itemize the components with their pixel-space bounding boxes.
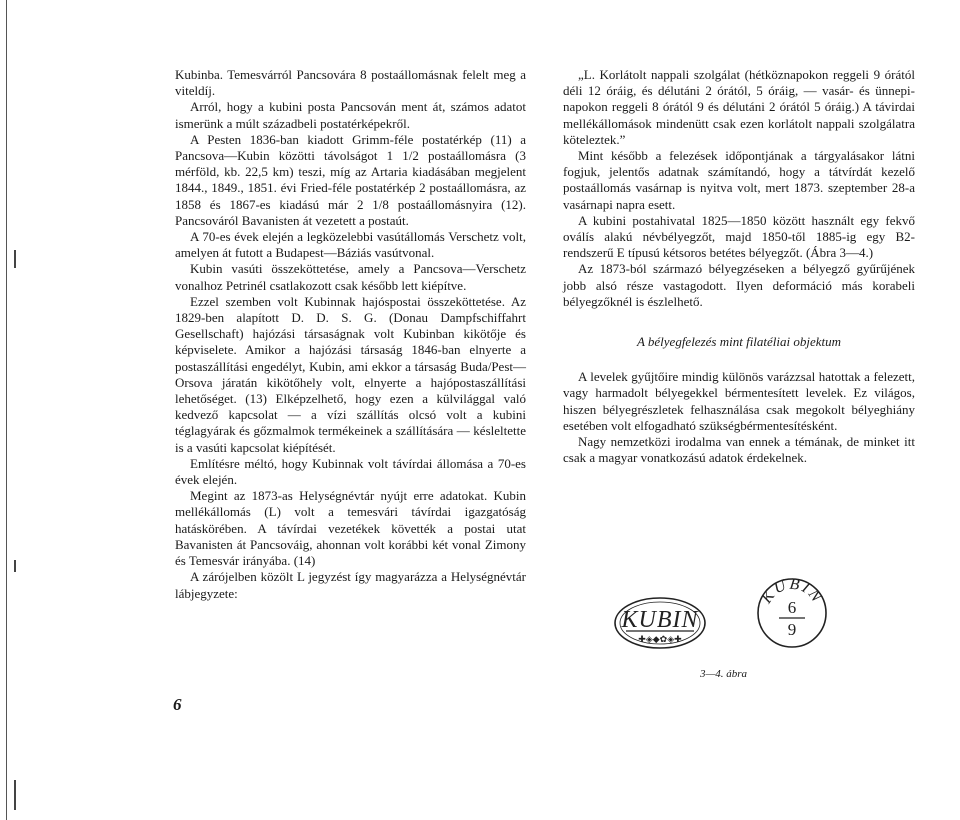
paragraph: Megint az 1873-as Helységnévtár nyújt erre adatokat. Kubin mellékállomás (L) volt a temesvári távírdai igazgatóság hatáskörében. A távírdai vezetékek követték a postai utat Bavanisten át Pancsováig, ahonnan volt korábbi két vonal Zimony és Temesvár irányába. (14) xyxy=(175,488,526,569)
oval-postmark-ornament: ✚◈◆✿◈✚ xyxy=(638,635,682,645)
paragraph: A Pesten 1836-ban kiadott Grimm-féle postatérkép (11) a Pancsova—Kubin közötti távolságot 1 1/2 postaállomásra (3 mérföld, kb. 22,5 km) teszi, míg az Artaria kiadásában megjelent 1844., 1849., 1851. évi Fried-féle postatérkép 2 postaállomásra, az 1858 és 1867-es kiadású már 2 1/8 postaállomásnyira (12). Pancsováról Bavanisten át vezetett a postaút. xyxy=(175,131,526,228)
paragraph: Kubinba. Temesvárról Pancsovára 8 postaállomásnak felelt meg a viteldíj. xyxy=(175,67,526,99)
binding-mark xyxy=(14,560,16,572)
binding-mark xyxy=(14,250,16,268)
paragraph: A levelek gyűjtőire mindig különös varázzsal hatottak a felezett, vagy harmadolt bélyegekkel bérmentesített levelek. Ez világos, hiszen bélyegrészletek felhasználása csak megokolt bélyeghiány esetében volt elfogadható szükségbérmentesítésként. xyxy=(563,369,915,433)
figure-caption: 3—4. ábra xyxy=(700,668,748,680)
oval-postmark xyxy=(615,598,705,648)
oval-postmark-text: KUBIN xyxy=(621,607,699,633)
round-postmark-text: KUBIN xyxy=(758,575,826,607)
left-text-column xyxy=(175,67,526,602)
paragraph: Az 1873-ból származó bélyegzéseken a bélyegző gyűrűjének jobb alsó része vastagodott. Ilyen deformáció más korabeli bélyegzőknél is észlelhető. xyxy=(563,261,915,309)
right-text-column xyxy=(563,67,915,466)
paragraph: Arról, hogy a kubini posta Pancsován ment át, számos adatot ismerünk a múlt századbeli postatérképekről. xyxy=(175,99,526,131)
section-heading: A bélyegfelezés mint filatéliai objektum xyxy=(636,334,842,350)
round-postmark-day: 6 xyxy=(787,598,797,617)
round-postmark-month: 9 xyxy=(787,620,797,639)
round-postmark xyxy=(758,576,826,647)
postmark-figure xyxy=(612,575,852,680)
paragraph: A 70-es évek elején a legközelebbi vasútállomás Verschetz volt, amelyen át futott a Budapest—Báziás vasútvonal. xyxy=(175,229,526,261)
paragraph: Nagy nemzetközi irodalma van ennek a témának, de minket itt csak a magyar vonatkozású adatok érdekelnek. xyxy=(563,434,915,466)
paragraph: A kubini postahivatal 1825—1850 között használt egy fekvő oválís alakú névbélyegzőt, majd 1850-től 1885-ig egy B2-rendszerű E típusú kétsoros betétes bélyegzőt. (Ábra 3—4.) xyxy=(563,212,915,261)
paragraph: Említésre méltó, hogy Kubinnak volt távírdai állomása a 70-es évek elején. xyxy=(175,455,526,488)
binding-mark xyxy=(14,780,16,810)
postmark-illustration xyxy=(612,575,852,680)
paragraph: Mint később a felezések időpontjának a tárgyalásakor látni fogjuk, jelentős adatnak számítandó, hogy a tátvírdát kezelő postaállomás vasárnap is nyitva volt, mert 1873. szeptember 28-a vasárnapi napra esett. xyxy=(563,148,915,212)
paragraph: Ezzel szemben volt Kubinnak hajóspostai összeköttetése. Az 1829-ben alapított D. D. S. G. (Donau Dampfschiffahrt Gesellschaft) hajózási társaságnak volt Kubinban kikötője és képviselete. Amikor a hajózási társaság 1846-ban elnyerte a postaszállítási engedélyt, Kubin, ami ekkor a társaság Buda/Pest—Orsova járatán kikötőhely volt, elnyerte a hajópostaszállítási lehetőséget. (13) Elképzelhető, hogy ezen a külvilággal való kedvező kapcsolat — a vízi szállítás olcsó volt a kubini téglagyárak és gőzmalmok termékeinek a szállítására — késleltette is a vasúti kapcsolat kiépítését. xyxy=(175,293,526,455)
paragraph: Kubin vasúti összeköttetése, amely a Pancsova—Verschetz vonalhoz Petrinél csatlakozott csak később lett kiépítve. xyxy=(175,261,526,293)
page-binding-edge xyxy=(6,0,7,820)
page-number: 6 xyxy=(173,695,182,714)
paragraph: A zárójelben közölt L jegyzést így magyarázza a Helységnévtár lábjegyzete: xyxy=(175,569,526,601)
quoted-paragraph: „L. Korlátolt nappali szolgálat (hétköznapokon reggeli 9 órától déli 12 óráig, és délutáni 2 órától, 5 óráig, — vasár- és ünnepi-napokon reggeli 8 órától 9 és délutáni 2 órától 5 óráig.) A távirdai mellékállomások mindenütt csak ezen korlátolt nappali szolgálatra köteleztek.” xyxy=(563,67,915,147)
